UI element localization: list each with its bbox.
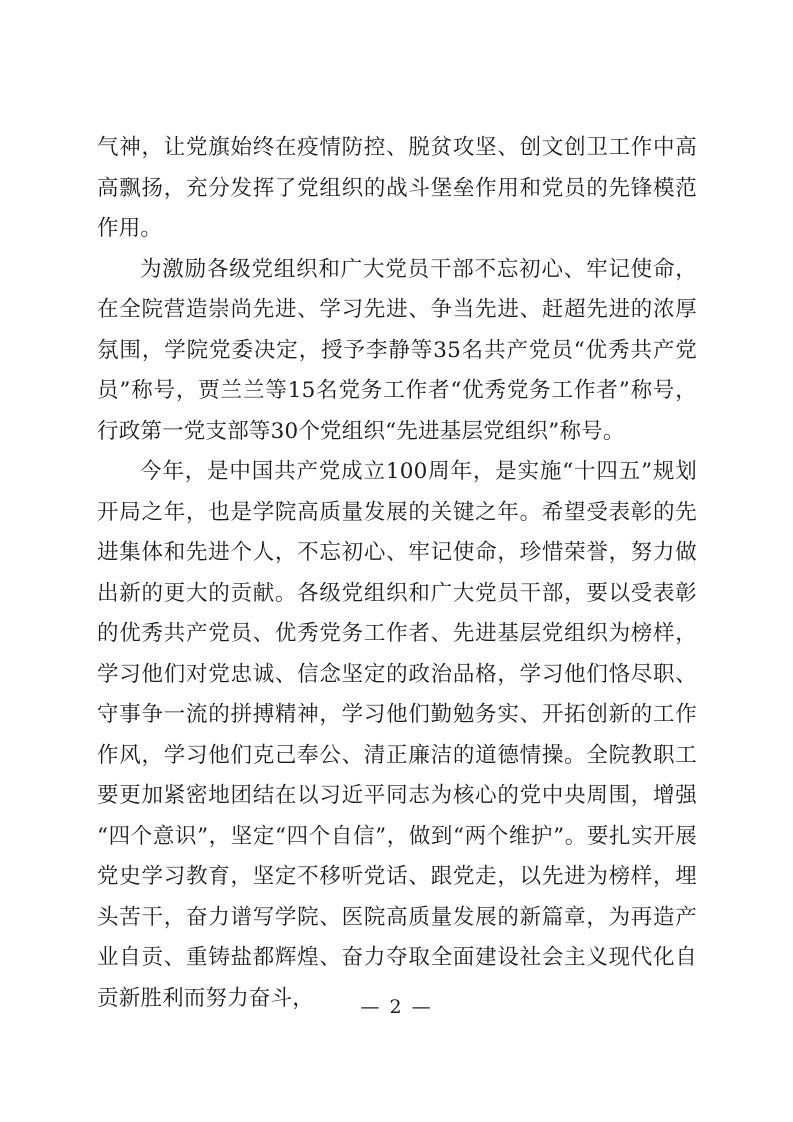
page-footer — [0, 995, 793, 1019]
paragraph-3: 今年，是中国共产党成立100周年，是实施“十四五”规划开局之年，也是学院高质量发展的关键之年。希望受表彰的先进集体和先进个人，不忘初心、牢记使命，珍惜荣誉，努力做出新的更大的贡献。各级党组织和广大党员干部，要以受表彰的优秀共产党员、优秀党务工作者、先进基层党组织为榜样，学习他们对党忠诚、信念坚定的政治品格，学习他们恪尽职、守事争一流的拼搏精神，学习他们勤勉务实、开拓创新的工作作风，学习他们克己奉公、清正廉洁的道德情操。全院教职工要更加紧密地团结在以习近平同志为核心的党中央周围，增强“四个意识”，坚定“四个自信”，做到“两个维护”。要扎实开展党史学习教育，坚定不移听党话、跟党走，以先进为榜样，埋头苦干，奋力谱写学院、医院高质量发展的新篇章，为再造产业自贡、重铸盐都辉煌、奋力夺取全面建设社会主义现代化自贡新胜利而努力奋斗， — [97, 459, 697, 1011]
document-body — [97, 128, 697, 1019]
paragraph-1: 气神，让党旗始终在疫情防控、脱贫攻坚、创文创卫工作中高高飘扬，充分发挥了党组织的战斗堡垒作用和党员的先锋模范作用。 — [97, 135, 697, 241]
paragraph-2: 为激励各级党组织和广大党员干部不忘初心、牢记使命，在全院营造崇尚先进、学习先进、争当先进、赶超先进的浓厚氛围，学院党委决定，授予李静等35名共产党员“优秀共产党员”称号，贾兰兰等15名党务工作者“优秀党务工作者”称号，行政第一党支部等30个党组织“先进基层党组织”称号。 — [97, 256, 697, 444]
page-number: — 2 — — [360, 996, 433, 1018]
